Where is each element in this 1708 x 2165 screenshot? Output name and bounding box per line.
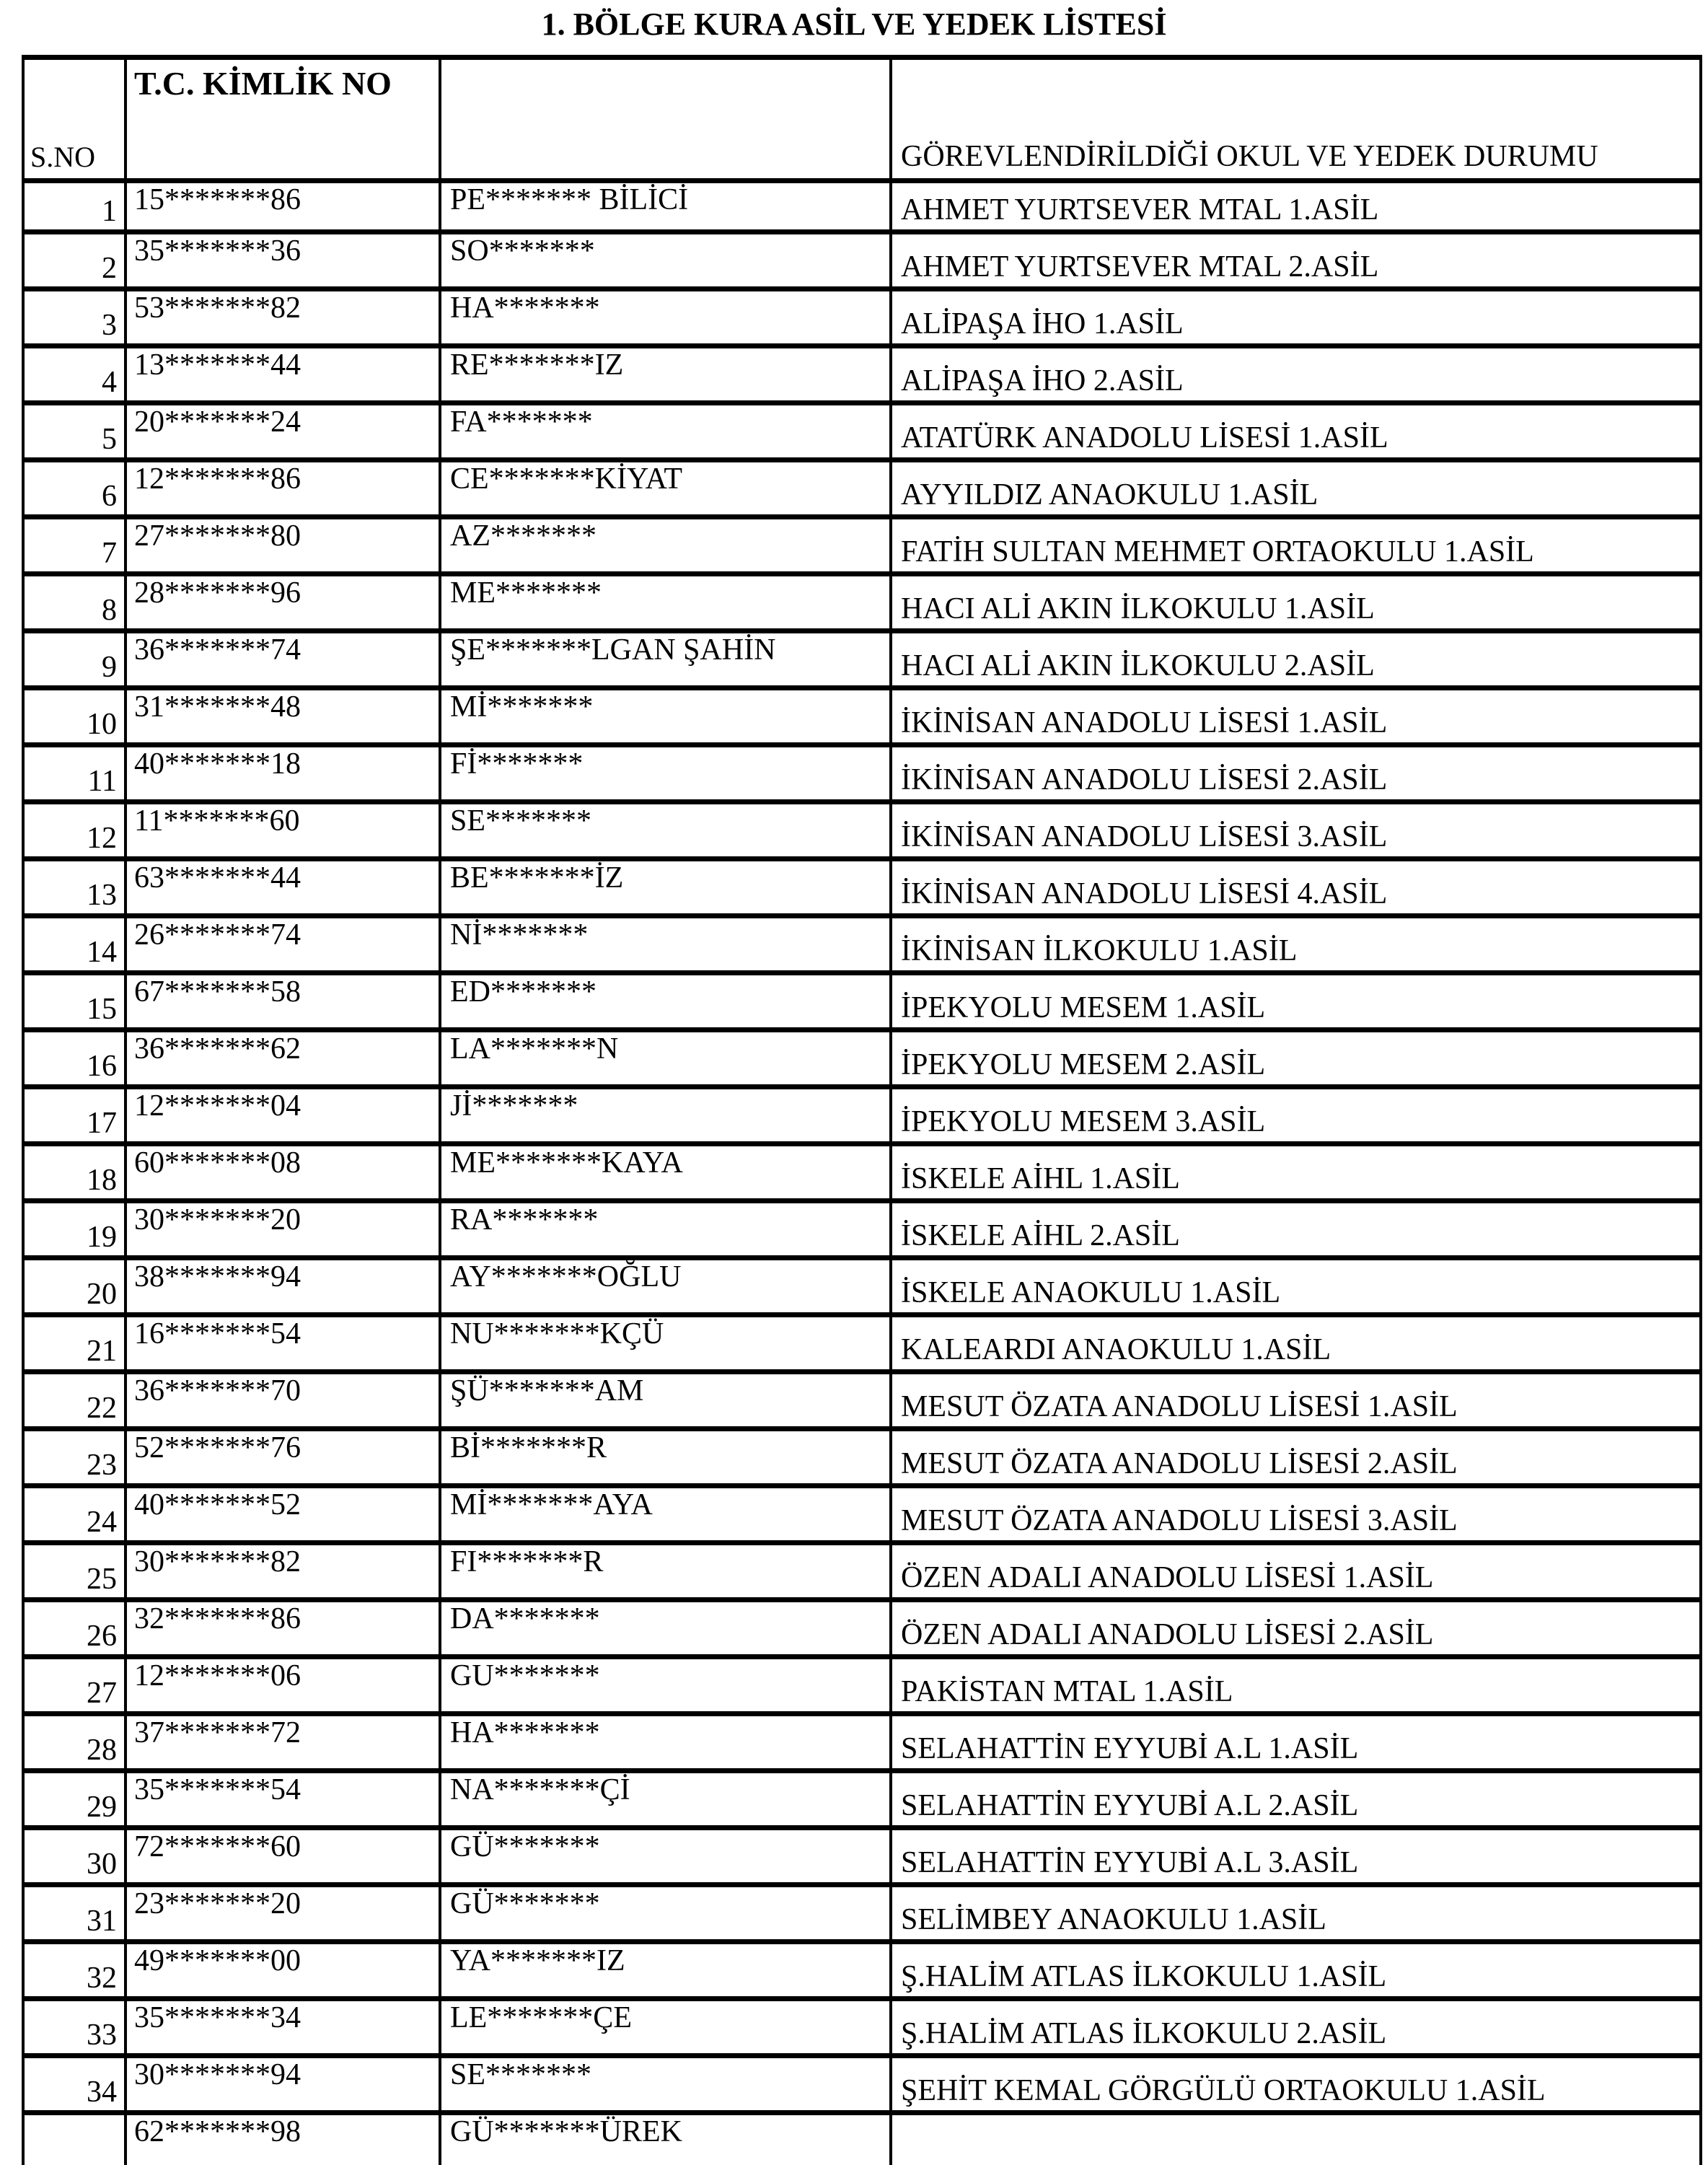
header-sno: S.NO: [25, 60, 127, 178]
tc-cell: 12*******04: [127, 1089, 441, 1141]
school-cell: AHMET YURTSEVER MTAL 2.ASİL: [901, 250, 1379, 284]
school-cell: ŞEHİT KEMAL GÖRGÜLÜ ORTAOKULU 1.ASİL: [901, 2073, 1546, 2107]
tc-cell: 38*******94: [127, 1260, 441, 1312]
tc-cell: 40*******18: [127, 747, 441, 799]
sno-cell: 3: [25, 291, 127, 343]
name-cell: SO*******: [441, 234, 892, 286]
sno-cell: 9: [25, 633, 127, 685]
table-row: [25, 804, 1699, 861]
table-row: [25, 576, 1699, 633]
name-cell: ŞÜ*******AM: [441, 1374, 892, 1426]
table-row: [25, 1773, 1699, 1830]
name-cell: DA*******: [441, 1602, 892, 1654]
school-cell: MESUT ÖZATA ANADOLU LİSESİ 3.ASİL: [901, 1503, 1458, 1537]
sno-cell: 17: [25, 1089, 127, 1141]
name-cell: GÜ*******ÜREK: [441, 2115, 892, 2165]
name-cell: ME*******: [441, 576, 892, 628]
tc-cell: 28*******96: [127, 576, 441, 628]
school-cell: MESUT ÖZATA ANADOLU LİSESİ 1.ASİL: [901, 1389, 1458, 1423]
sno-cell: 16: [25, 1032, 127, 1084]
sno-cell: 24: [25, 1488, 127, 1540]
table-row: [25, 1317, 1699, 1374]
tc-cell: 36*******70: [127, 1374, 441, 1426]
tc-cell: 16*******54: [127, 1317, 441, 1369]
sno-cell: 11: [25, 747, 127, 799]
tc-cell: 20*******24: [127, 405, 441, 457]
sno-cell: 22: [25, 1374, 127, 1426]
table-row: [25, 234, 1699, 291]
name-cell: GÜ*******: [441, 1830, 892, 1882]
name-cell: NA*******Çİ: [441, 1773, 892, 1825]
school-cell: [892, 2115, 1699, 2165]
name-cell: CE*******KİYAT: [441, 462, 892, 514]
table-row: [25, 291, 1699, 348]
school-cell: FATİH SULTAN MEHMET ORTAOKULU 1.ASİL: [901, 535, 1534, 568]
school-cell: Ş.HALİM ATLAS İLKOKULU 1.ASİL: [901, 1959, 1387, 1993]
school-cell: ÖZEN ADALI ANADOLU LİSESİ 2.ASİL: [901, 1617, 1434, 1651]
sno-cell: 12: [25, 804, 127, 856]
school-cell: ÖZEN ADALI ANADOLU LİSESİ 1.ASİL: [901, 1560, 1434, 1594]
name-cell: PE******* BİLİCİ: [441, 183, 892, 229]
tc-cell: 13*******44: [127, 348, 441, 400]
table-row: [25, 183, 1699, 234]
school-cell: İSKELE AİHL 1.ASİL: [901, 1161, 1180, 1195]
table-row: [25, 918, 1699, 975]
name-cell: SE*******: [441, 804, 892, 856]
name-cell: RE*******IZ: [441, 348, 892, 400]
name-cell: NU*******KÇÜ: [441, 1317, 892, 1369]
school-cell: ATATÜRK ANADOLU LİSESİ 1.ASİL: [901, 421, 1388, 454]
tc-cell: 67*******58: [127, 975, 441, 1027]
name-cell: Nİ*******: [441, 918, 892, 970]
table-row: [25, 1374, 1699, 1431]
school-cell: İKİNİSAN ANADOLU LİSESİ 1.ASİL: [901, 706, 1388, 739]
tc-cell: 15*******86: [127, 183, 441, 229]
name-cell: GU*******: [441, 1659, 892, 1711]
school-cell: SELİMBEY ANAOKULU 1.ASİL: [901, 1902, 1326, 1936]
name-cell: Jİ*******: [441, 1089, 892, 1141]
name-cell: LE*******ÇE: [441, 2001, 892, 2053]
sno-cell: 8: [25, 576, 127, 628]
tc-cell: 11*******60: [127, 804, 441, 856]
table-row: [25, 861, 1699, 918]
school-cell: PAKİSTAN MTAL 1.ASİL: [901, 1674, 1233, 1708]
name-cell: Mİ*******: [441, 690, 892, 742]
school-cell: İKİNİSAN ANADOLU LİSESİ 3.ASİL: [901, 820, 1388, 853]
name-cell: Fİ*******: [441, 747, 892, 799]
tc-cell: 30*******20: [127, 1203, 441, 1255]
sno-cell: 25: [25, 1545, 127, 1597]
tc-cell: 35*******34: [127, 2001, 441, 2053]
tc-cell: 36*******62: [127, 1032, 441, 1084]
tc-cell: 35*******54: [127, 1773, 441, 1825]
sno-cell: 32: [25, 1944, 127, 1996]
name-cell: GÜ*******: [441, 1887, 892, 1939]
sno-cell: 7: [25, 519, 127, 571]
sno-cell: 23: [25, 1431, 127, 1483]
sno-cell: 33: [25, 2001, 127, 2053]
school-cell: İKİNİSAN ANADOLU LİSESİ 4.ASİL: [901, 877, 1388, 910]
name-cell: LA*******N: [441, 1032, 892, 1084]
school-cell: MESUT ÖZATA ANADOLU LİSESİ 2.ASİL: [901, 1446, 1458, 1480]
school-cell: AHMET YURTSEVER MTAL 1.ASİL: [901, 193, 1379, 227]
name-cell: Mİ*******AYA: [441, 1488, 892, 1540]
tc-cell: 23*******20: [127, 1887, 441, 1939]
tc-cell: 32*******86: [127, 1602, 441, 1654]
school-cell: AYYILDIZ ANAOKULU 1.ASİL: [901, 478, 1319, 511]
table-row: [25, 1203, 1699, 1260]
table-row: [25, 1944, 1699, 2001]
name-cell: ED*******: [441, 975, 892, 1027]
tc-cell: 26*******74: [127, 918, 441, 970]
table-row: [25, 1602, 1699, 1659]
tc-cell: 60*******08: [127, 1146, 441, 1198]
tc-cell: 27*******80: [127, 519, 441, 571]
school-cell: İKİNİSAN ANADOLU LİSESİ 2.ASİL: [901, 763, 1388, 796]
name-cell: BE*******İZ: [441, 861, 892, 913]
sno-cell: 14: [25, 918, 127, 970]
school-cell: ALİPAŞA İHO 1.ASİL: [901, 307, 1184, 341]
sno-cell: 26: [25, 1602, 127, 1654]
sno-cell: 5: [25, 405, 127, 457]
table-row: [25, 1032, 1699, 1089]
table-row: [25, 690, 1699, 747]
table-row: [25, 1887, 1699, 1944]
sno-cell: 30: [25, 1830, 127, 1882]
tc-cell: 30*******82: [127, 1545, 441, 1597]
table-row: [25, 519, 1699, 576]
name-cell: Bİ*******R: [441, 1431, 892, 1483]
table-row: [25, 1659, 1699, 1716]
table-body: [25, 183, 1699, 2165]
name-cell: HA*******: [441, 291, 892, 343]
table-row: [25, 975, 1699, 1032]
table-row: [25, 1146, 1699, 1203]
assignment-table: [22, 55, 1702, 2165]
tc-cell: 52*******76: [127, 1431, 441, 1483]
name-cell: AY*******OĞLU: [441, 1260, 892, 1312]
sno-cell: 10: [25, 690, 127, 742]
tc-cell: 53*******82: [127, 291, 441, 343]
school-cell: KALEARDI ANAOKULU 1.ASİL: [901, 1332, 1331, 1366]
sno-cell: [25, 2115, 127, 2165]
name-cell: RA*******: [441, 1203, 892, 1255]
table-row: [25, 1545, 1699, 1602]
tc-cell: 63*******44: [127, 861, 441, 913]
page-title: 1. BÖLGE KURA ASİL VE YEDEK LİSTESİ: [541, 6, 1167, 42]
name-cell: HA*******: [441, 1716, 892, 1768]
table-row: [25, 1431, 1699, 1488]
tc-cell: 40*******52: [127, 1488, 441, 1540]
tc-cell: 37*******72: [127, 1716, 441, 1768]
tc-cell: 36*******74: [127, 633, 441, 685]
table-row: [25, 462, 1699, 519]
sno-cell: 6: [25, 462, 127, 514]
tc-cell: 30*******94: [127, 2058, 441, 2110]
table-header-row: [25, 60, 1699, 183]
sno-cell: 4: [25, 348, 127, 400]
school-cell: HACI ALİ AKIN İLKOKULU 2.ASİL: [901, 649, 1375, 682]
name-cell: ŞE*******LGAN ŞAHİN: [441, 633, 892, 685]
table-row: [25, 1089, 1699, 1146]
table-row: [25, 1488, 1699, 1545]
name-cell: FA*******: [441, 405, 892, 457]
school-cell: İKİNİSAN İLKOKULU 1.ASİL: [901, 934, 1298, 967]
tc-cell: 49*******00: [127, 1944, 441, 1996]
school-cell: ALİPAŞA İHO 2.ASİL: [901, 364, 1184, 398]
table-row: [25, 1830, 1699, 1887]
table-row: [25, 1260, 1699, 1317]
name-cell: SE*******: [441, 2058, 892, 2110]
tc-cell: 35*******36: [127, 234, 441, 286]
school-cell: İSKELE AİHL 2.ASİL: [901, 1218, 1180, 1252]
table-row: [25, 2115, 1699, 2165]
sno-cell: 28: [25, 1716, 127, 1768]
table-row: [25, 405, 1699, 462]
school-cell: İPEKYOLU MESEM 3.ASİL: [901, 1105, 1266, 1138]
table-row: [25, 348, 1699, 405]
header-school-duty: GÖREVLENDİRİLDİĞİ OKUL VE YEDEK DURUMU: [901, 140, 1598, 173]
sno-cell: 13: [25, 861, 127, 913]
table-row: [25, 747, 1699, 804]
school-cell: SELAHATTİN EYYUBİ A.L 2.ASİL: [901, 1788, 1359, 1822]
sno-cell: 20: [25, 1260, 127, 1312]
sno-cell: 18: [25, 1146, 127, 1198]
tc-cell: 12*******86: [127, 462, 441, 514]
name-cell: YA*******IZ: [441, 1944, 892, 1996]
sno-cell: 1: [25, 183, 127, 229]
school-cell: HACI ALİ AKIN İLKOKULU 1.ASİL: [901, 592, 1375, 625]
sno-cell: 27: [25, 1659, 127, 1711]
tc-cell: 31*******48: [127, 690, 441, 742]
sno-cell: 2: [25, 234, 127, 286]
sno-cell: 34: [25, 2058, 127, 2110]
table-row: [25, 2058, 1699, 2115]
sno-cell: 21: [25, 1317, 127, 1369]
school-cell: İPEKYOLU MESEM 1.ASİL: [901, 991, 1266, 1024]
name-cell: FI*******R: [441, 1545, 892, 1597]
school-cell: İSKELE ANAOKULU 1.ASİL: [901, 1275, 1281, 1309]
table-row: [25, 633, 1699, 690]
sno-cell: 15: [25, 975, 127, 1027]
tc-cell: 12*******06: [127, 1659, 441, 1711]
school-cell: SELAHATTİN EYYUBİ A.L 1.ASİL: [901, 1731, 1359, 1765]
sno-cell: 31: [25, 1887, 127, 1939]
header-name-empty: [441, 60, 892, 178]
name-cell: ME*******KAYA: [441, 1146, 892, 1198]
school-cell: Ş.HALİM ATLAS İLKOKULU 2.ASİL: [901, 2016, 1387, 2050]
sno-cell: 29: [25, 1773, 127, 1825]
header-tc-kimlik-no: T.C. KİMLİK NO: [127, 60, 441, 178]
table-row: [25, 1716, 1699, 1773]
school-cell: SELAHATTİN EYYUBİ A.L 3.ASİL: [901, 1845, 1359, 1879]
table-row: [25, 2001, 1699, 2058]
tc-cell: 72*******60: [127, 1830, 441, 1882]
sno-cell: 19: [25, 1203, 127, 1255]
tc-cell: 62*******98: [127, 2115, 441, 2165]
name-cell: AZ*******: [441, 519, 892, 571]
school-cell: İPEKYOLU MESEM 2.ASİL: [901, 1048, 1266, 1081]
